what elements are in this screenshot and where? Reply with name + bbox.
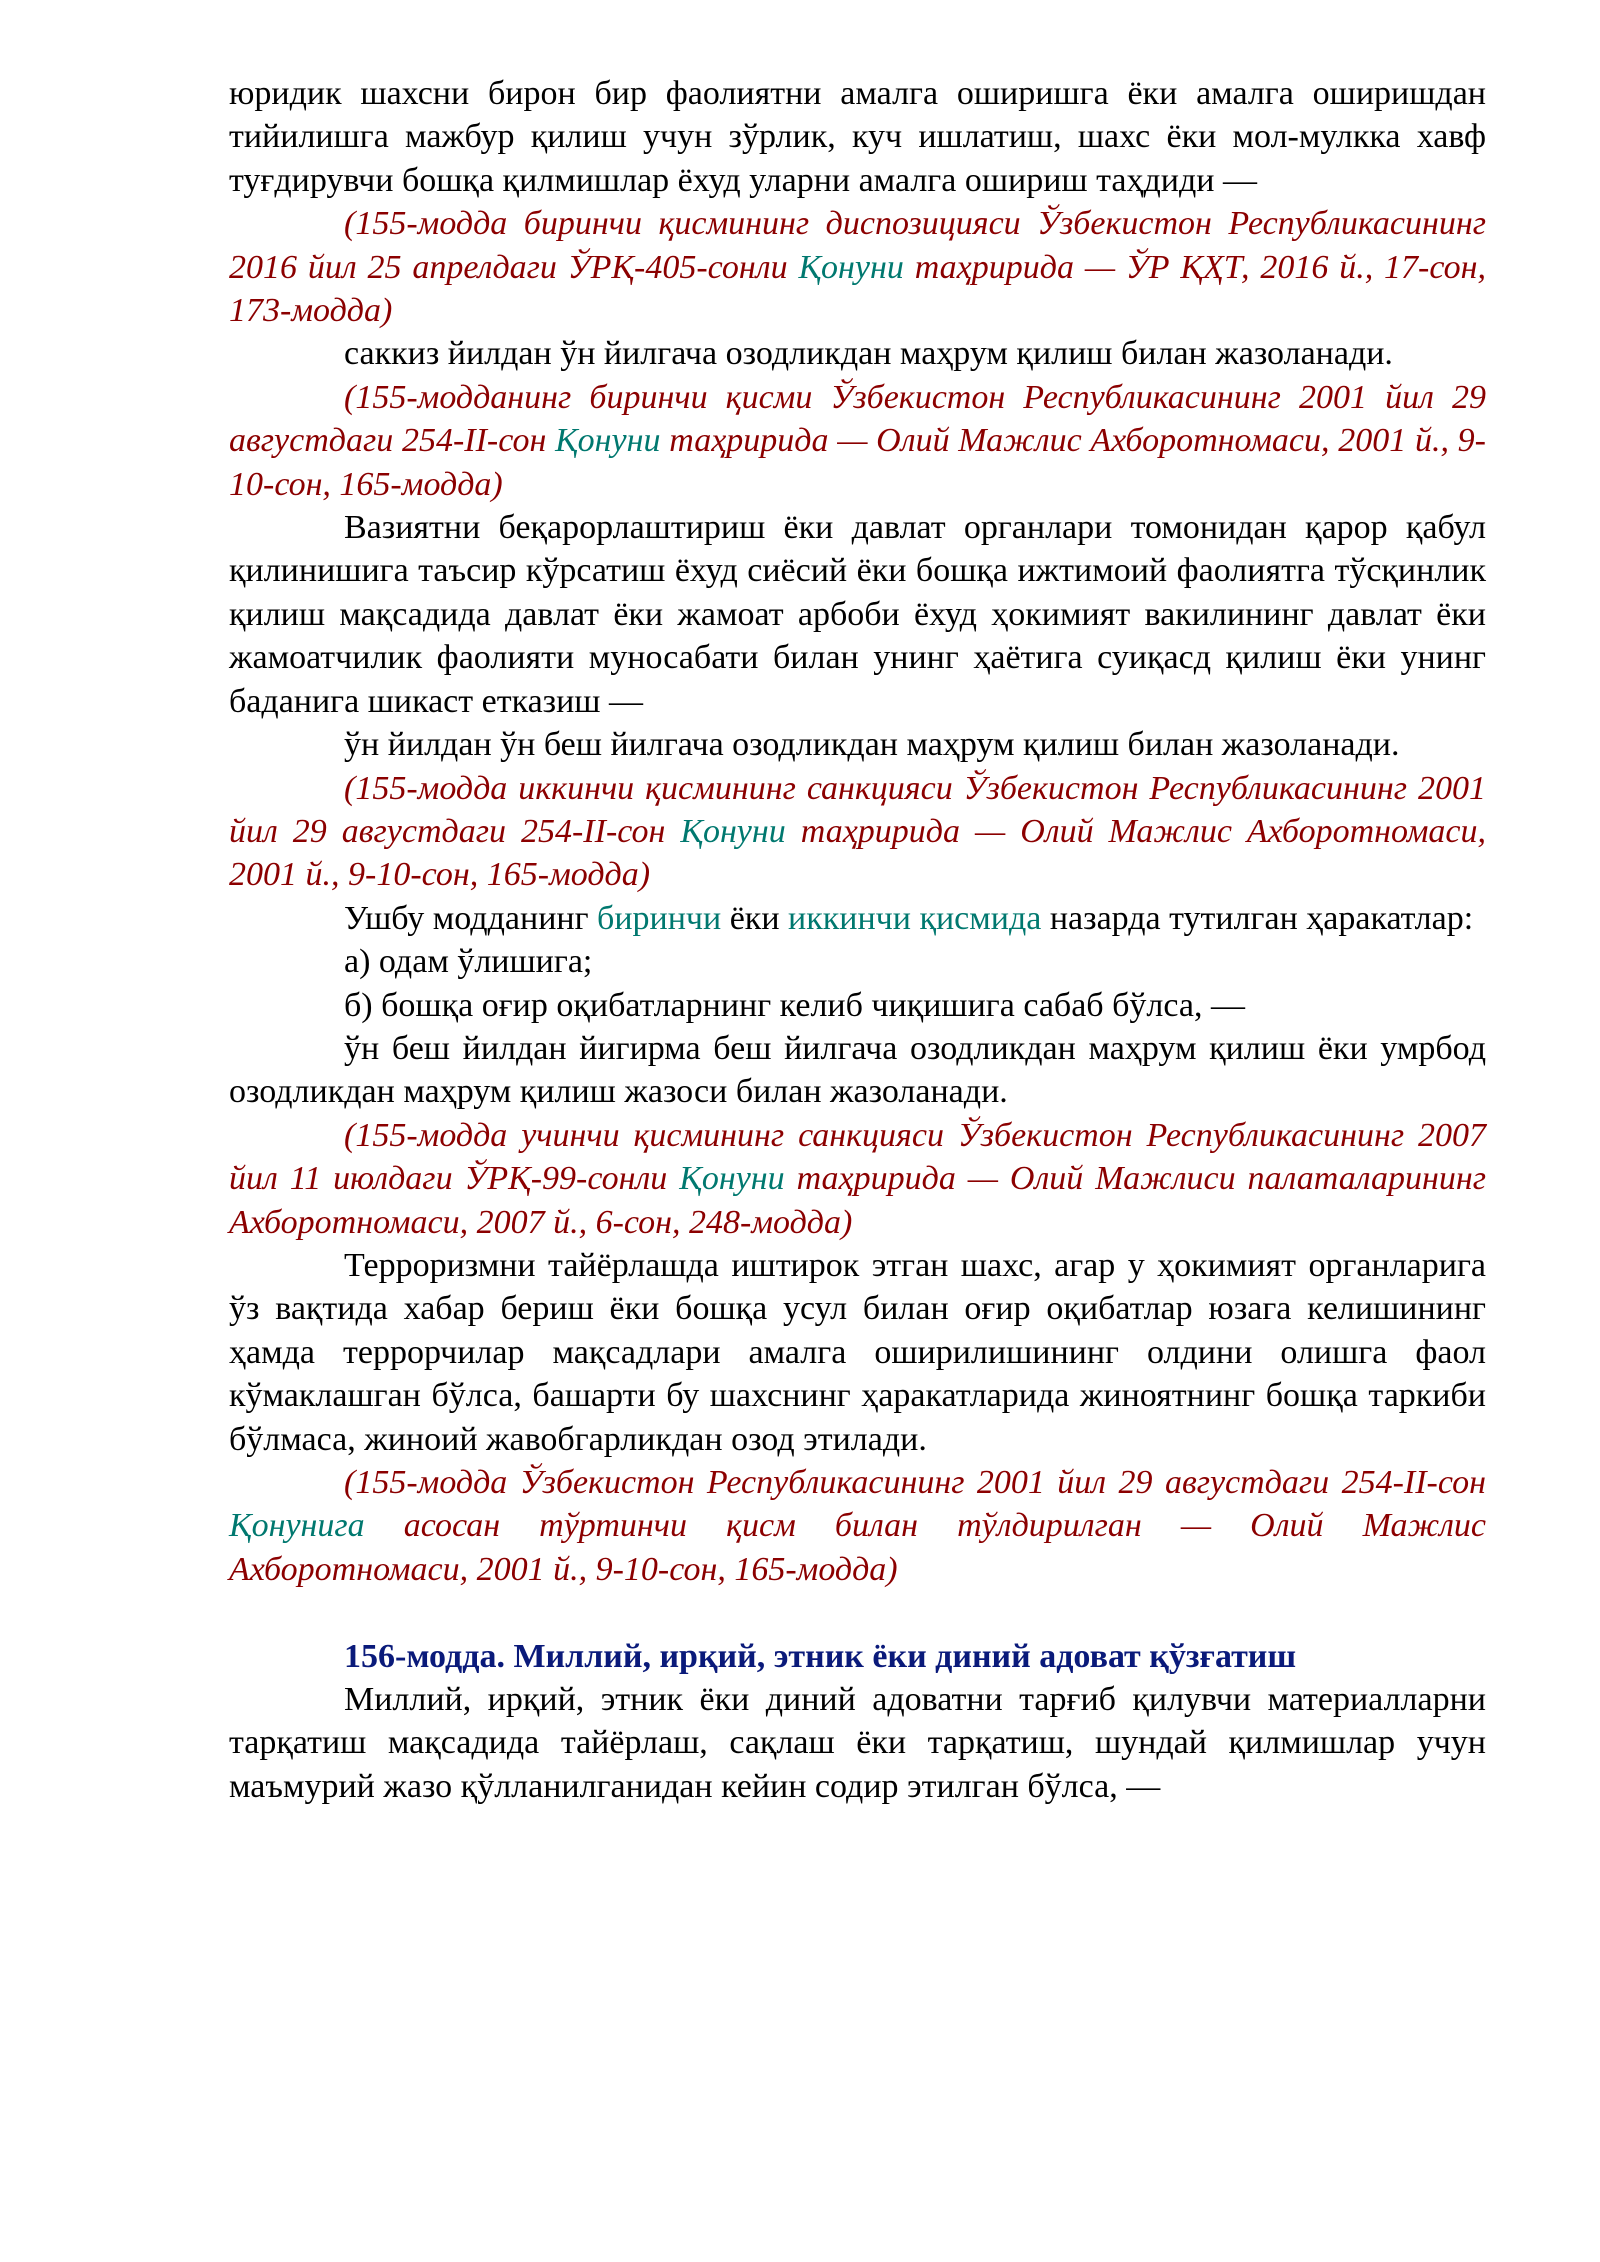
amendment-note-text: таҳририда — Олий Мажлис Ахборотномаси, 2001 й., 9-10-сон, 165-модда) [229, 812, 1486, 894]
sanction-part-1: саккиз йилдан ўн йилгача озодликдан маҳрум қилиш билан жазоланади. [344, 335, 1393, 373]
law-link[interactable]: Қонунига [229, 1507, 365, 1545]
amendment-note-text: (155-модданинг биринчи қисми Ўзбекистон Республикасининг 2001 йил 29 августдаги 254-II-сон [229, 378, 1486, 460]
article-156-text: Миллий, ирқий, этник ёки диний адоватни тарғиб қилувчи материалларни тарқатиш мақсадида тайёрлаш, сақлаш ёки тарқатиш, шундай қилмишлар учун маъмурий жазо қўлланилганидан кейин содир этилган бўлса, — [229, 1681, 1486, 1805]
amendment-note-text: (155-модда Ўзбекистон Республикасининг 2001 йил 29 августдаги 254-II-сон [344, 1464, 1486, 1501]
amendment-note-text: таҳририда — Олий Мажлиси палаталарининг Ахборотномаси, 2007 й., 6-сон, 248-модда) [229, 1160, 1487, 1241]
sanction-part-3: ўн беш йилдан йигирма беш йилгача озодликдан маҳрум қилиш ёки умрбод озодликдан маҳрум қилиш жазоси билан жазоланади. [229, 1029, 1486, 1111]
paragraph-text: назарда тутилган ҳаракатлар: [1041, 899, 1474, 937]
amendment-note-text: (155-модда учинчи қисмининг санкцияси Ўзбекистон Республикасининг 2007 йил 11 июлдаги ЎРҚ-99-сонли [229, 1116, 1486, 1198]
amendment-note-1 [229, 202, 1486, 332]
amendment-note-text: (155-модда биринчи қисмининг диспозицияси Ўзбекистон Республикасининг 2016 йил 25 апрелдаги ЎРҚ-405-сонли [229, 205, 1486, 286]
law-link[interactable]: Қонуни [679, 1160, 785, 1198]
law-link[interactable]: Қонуни [798, 248, 904, 286]
list-item-a: а) одам ўлишига; [344, 943, 593, 981]
amendment-note-2 [229, 376, 1486, 506]
amendment-note-3 [229, 767, 1486, 897]
amendment-note-text: асосан тўртинчи қисм билан тўлдирилган — Олий Мажлис Ахборотномаси, 2001 й., 9-10-сон, 165-модда) [229, 1507, 1486, 1588]
paragraph-part-4: Терроризмни тайёрлашда иштирок этган шахс, агар у ҳокимият органларига ўз вақтида хабар бериш ёки бошқа усул билан оғир оқибатлар юзага келишининг ҳамда террорчилар мақсадлари амалга оширилишининг олдини олишга фаол кўмаклашган бўлса, башарти бу шахснинг ҳаракатларида жиноятнинг бошқа таркиби бўлмаса, жиноий жавобгарликдан озод этилади. [229, 1246, 1486, 1458]
paragraph-text: Ушбу модданинг [344, 899, 598, 937]
part-2-link[interactable]: иккинчи қисмида [788, 899, 1042, 937]
amendment-note-5 [229, 1461, 1486, 1591]
amendment-note-text: (155-модда иккинчи қисмининг санкцияси Ўзбекистон Республикасининг 2001 йил 29 августдаги 254-II-сон [229, 769, 1486, 850]
document-page [229, 72, 1486, 1808]
article-156-heading: 156-модда. Миллий, ирқий, этник ёки диний адоват қўзғатиш [344, 1637, 1297, 1675]
paragraph-text: ёки [721, 899, 789, 937]
paragraph-part-3 [229, 897, 1486, 940]
amendment-note-text: таҳририда — ЎР ҚҲТ, 2016 й., 17-сон, 173-модда) [229, 248, 1486, 330]
paragraph-part-2: Вазиятни беқарорлаштириш ёки давлат органлари томонидан қарор қабул қилинишига таъсир кўрсатиш ёхуд сиёсий ёки бошқа ижтимоий фаолиятга тўсқинлик қилиш мақсадида давлат ёки жамоат арбоби ёхуд ҳокимият вакилининг давлат ёки жамоатчилик фаолияти муносабати билан унинг ҳаётига суиқасд қилиш ёки унинг баданига шикаст етказиш — [229, 509, 1486, 720]
law-link[interactable]: Қонуни [555, 422, 661, 460]
law-link[interactable]: Қонуни [680, 812, 786, 850]
list-item-b: б) бошқа оғир оқибатларнинг келиб чиқишига сабаб бўлса, — [344, 986, 1245, 1024]
paragraph-threat-definition: юридик шахсни бирон бир фаолиятни амалга оширишга ёки амалга оширишдан тийилишга мажбур қилиш учун зўрлик, куч ишлатиш, шахс ёки мол-мулкка хавф туғдирувчи бошқа қилмишлар ёхуд уларни амалга ошириш таҳдиди — [229, 75, 1486, 199]
amendment-note-text: таҳририда — Олий Мажлис Ахборотномаси, 2001 й., 9-10-сон, 165-модда) [229, 422, 1487, 503]
sanction-part-2: ўн йилдан ўн беш йилгача озодликдан маҳрум қилиш билан жазоланади. [344, 726, 1400, 764]
amendment-note-4 [229, 1114, 1486, 1244]
part-1-link[interactable]: биринчи [597, 899, 722, 937]
